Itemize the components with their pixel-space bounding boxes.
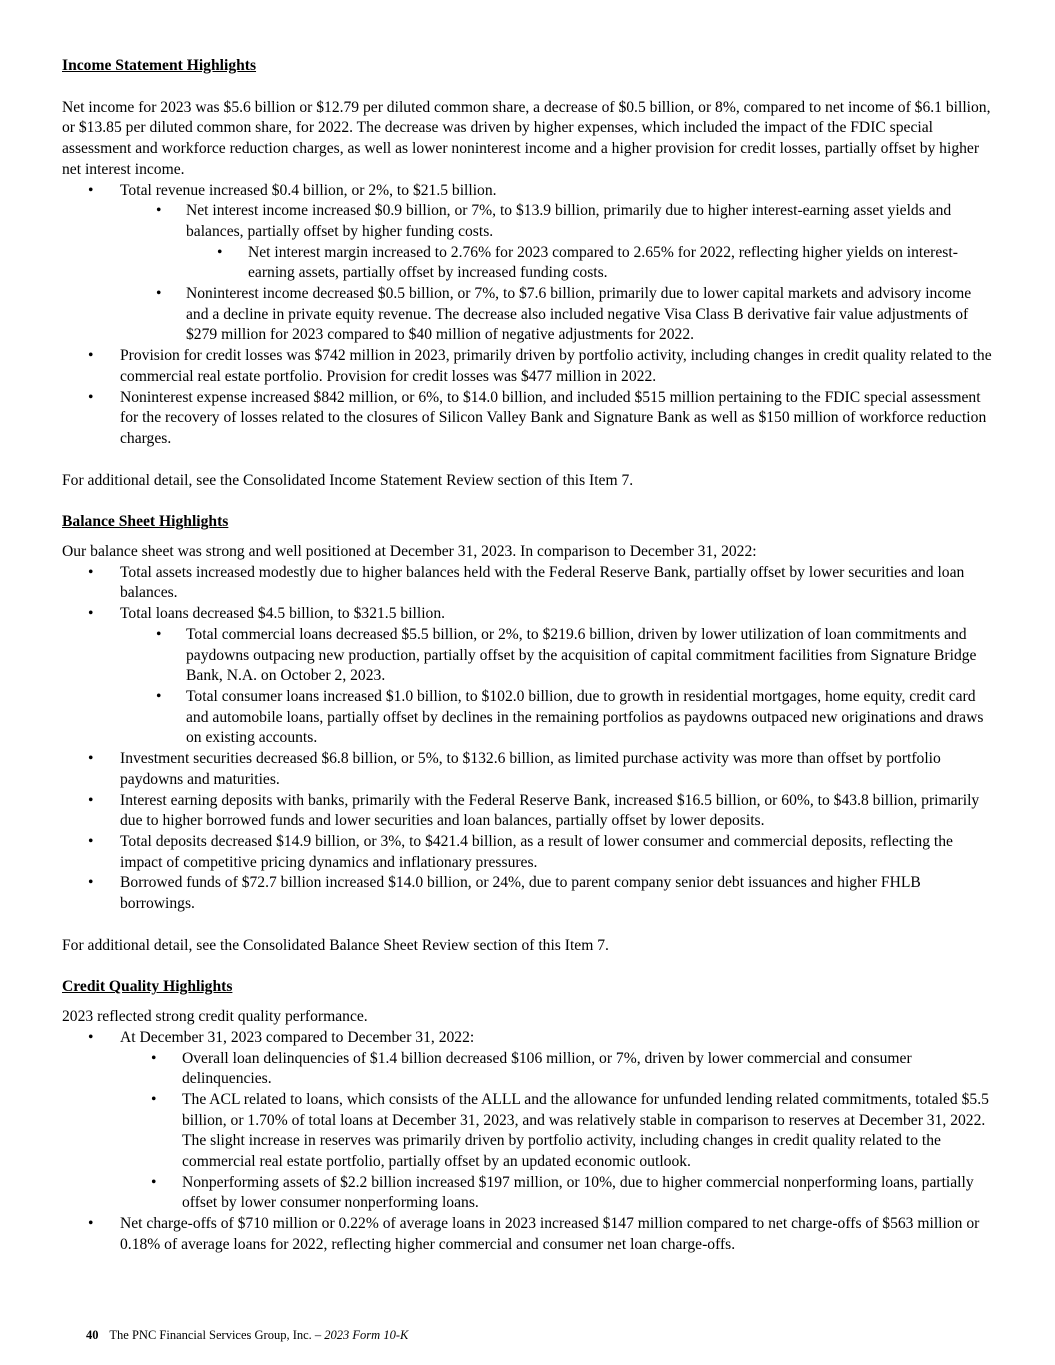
list-item	[62, 749, 997, 790]
income-nonii-text: Noninterest income decreased $0.5 billion, or 7%, to $7.6 billion, primarily due to lower capital markets and advisory income and a decline in private equity revenue. The decrease also included negative Visa Class B derivative fair value adjustments of $279 million for 2023 compared to $40 million of negative adjustments for 2022.	[186, 285, 972, 344]
bullet-icon: •	[88, 347, 94, 365]
income-subsub-list	[62, 243, 997, 284]
balance-bullet-list-2	[62, 749, 997, 915]
list-item	[62, 1090, 997, 1173]
bullet-icon: •	[156, 285, 162, 303]
balance-bullet-list	[62, 563, 997, 625]
list-item	[62, 243, 997, 284]
income-intro: Net income for 2023 was $5.6 billion or $12.79 per diluted common share, a decrease of $0.5 billion, or 8%, compared to net income of $6.1 billion, or $13.85 per diluted common share, for 2022. The decrease was driven by higher expenses, which included the impact of the FDIC special assessment and workforce reduction charges, as well as lower noninterest income and a higher provision for credit losses, partially offset by higher net interest income.	[62, 98, 991, 178]
bullet-icon: •	[88, 1028, 94, 1046]
bullet-icon: •	[217, 243, 223, 261]
bullet-icon: •	[88, 750, 94, 768]
balance-deposits-banks-text: Interest earning deposits with banks, primarily with the Federal Reserve Bank, increased $16.5 billion, or 60%, to $43.8 billion, primarily due to higher borrowed funds and lower securities and loan balances, partially offset by lower deposits.	[120, 791, 980, 830]
list-item	[62, 625, 997, 687]
list-item	[62, 1173, 997, 1214]
credit-nonperforming-text: Nonperforming assets of $2.2 billion increased $197 million, or 10%, due to higher commercial nonperforming loans, partially offset by lower consumer nonperforming loans.	[182, 1173, 974, 1212]
income-nii-text: Net interest income increased $0.9 billion, or 7%, to $13.9 billion, primarily due to higher interest-earning asset yields and balances, partially offset by higher funding costs.	[186, 202, 952, 240]
bullet-icon: •	[88, 388, 94, 406]
balance-intro: Our balance sheet was strong and well positioned at December 31, 2023. In comparison to December 31, 2022:	[62, 543, 757, 561]
list-item	[62, 1049, 997, 1090]
bullet-icon: •	[88, 563, 94, 581]
balance-sub-list	[62, 625, 997, 749]
credit-bullet-list	[62, 1028, 997, 1049]
page-number: 40	[86, 1328, 99, 1342]
list-item	[62, 201, 997, 242]
balance-borrowed-text: Borrowed funds of $72.7 billion increased $14.0 billion, or 24%, due to parent company senior debt issuances and higher FHLB borrowings.	[120, 874, 921, 913]
list-item	[62, 563, 997, 604]
bullet-icon: •	[88, 791, 94, 809]
credit-delinquencies-text: Overall loan delinquencies of $1.4 billion decreased $106 million, or 7%, driven by lower commercial and consumer delinquencies.	[182, 1049, 912, 1088]
credit-chargeoffs-text: Net charge-offs of $710 million or 0.22% of average loans in 2023 increased $147 million compared to net charge-offs of $563 million or 0.18% of average loans for 2022, reflecting higher commercial and consumer net loan charge-offs.	[120, 1215, 980, 1253]
credit-bullet-list-2	[62, 1214, 997, 1255]
list-item	[62, 181, 997, 202]
credit-intro: 2023 reflected strong credit quality performance.	[62, 1008, 368, 1026]
credit-comparison-text: At December 31, 2023 compared to December 31, 2022:	[120, 1028, 475, 1046]
bullet-icon: •	[88, 874, 94, 892]
balance-commercial-text: Total commercial loans decreased $5.5 billion, or 2%, to $219.6 billion, driven by lower utilization of loan commitments and paydowns outpacing new production, partially offset by the acquisition of capital commitment facilities from Signature Bridge Bank, N.A. on October 2, 2023.	[186, 625, 977, 685]
bullet-icon: •	[88, 832, 94, 850]
income-bullet-list	[62, 181, 997, 202]
balance-assets-text: Total assets increased modestly due to higher balances held with the Federal Reserve Bank, partially offset by lower securities and loan balances.	[120, 563, 965, 602]
list-item	[62, 388, 997, 450]
income-heading: Income Statement Highlights	[62, 57, 257, 74]
bullet-icon: •	[88, 181, 94, 199]
bullet-icon: •	[156, 202, 162, 220]
document-page	[62, 56, 997, 1256]
bullet-icon: •	[151, 1049, 157, 1067]
income-sub-list	[62, 201, 997, 242]
balance-total-deposits-text: Total deposits decreased $14.9 billion, or 3%, to $421.4 billion, as a result of lower consumer and commercial deposits, reflecting the impact of competitive pricing dynamics and inflationary pressures.	[120, 832, 953, 871]
balance-closing: For additional detail, see the Consolidated Balance Sheet Review section of this Item 7.	[62, 936, 609, 954]
list-item	[62, 832, 997, 873]
bullet-icon: •	[156, 625, 162, 643]
bullet-icon: •	[151, 1173, 157, 1191]
income-nim-text: Net interest margin increased to 2.76% for 2023 compared to 2.65% for 2022, reflecting higher yields on interest-earning assets, partially offset by increased funding costs.	[248, 243, 958, 282]
bullet-icon: •	[88, 605, 94, 623]
balance-consumer-text: Total consumer loans increased $1.0 billion, to $102.0 billion, due to growth in residential mortgages, home equity, credit card and automobile loans, partially offset by declines in the remaining portfolios as paydowns outpaced new originations and draws on existing accounts.	[186, 687, 984, 747]
bullet-icon: •	[156, 687, 162, 705]
balance-securities-text: Investment securities decreased $6.8 billion, or 5%, to $132.6 billion, as limited purchase activity was more than offset by portfolio paydowns and maturities.	[120, 750, 941, 788]
list-item	[62, 1028, 997, 1049]
list-item	[62, 687, 997, 749]
page-footer	[86, 1327, 408, 1343]
income-expense-text: Noninterest expense increased $842 million, or 6%, to $14.0 billion, and included $515 million pertaining to the FDIC special assessment for the recovery of losses related to the closures of Silicon Valley Bank and Signature Bank as well as $150 million of workforce reduction charges.	[120, 388, 987, 447]
credit-acl-text: The ACL related to loans, which consists of the ALLL and the allowance for unfunded lending related commitments, totaled $5.5 billion, or 1.70% of total loans at December 31, 2023, and was relatively stable in comparison to reserves at December 31, 2022. The slight increase in reserves was primarily driven by portfolio activity, including changes in credit quality related to the commercial real estate portfolio, partially offset by an updated economic outlook.	[182, 1090, 989, 1171]
list-item	[62, 604, 997, 625]
balance-heading: Balance Sheet Highlights	[62, 513, 229, 531]
bullet-icon: •	[151, 1090, 157, 1108]
footer-company: The PNC Financial Services Group, Inc. –	[109, 1328, 322, 1342]
footer-form: 2023 Form 10-K	[324, 1328, 409, 1342]
balance-loans-text: Total loans decreased $4.5 billion, to $321.5 billion.	[120, 605, 446, 623]
list-item	[62, 791, 997, 832]
bullet-icon: •	[88, 1215, 94, 1233]
credit-sub-list	[62, 1049, 997, 1215]
income-closing: For additional detail, see the Consolidated Income Statement Review section of this Item 7.	[62, 471, 634, 489]
credit-heading: Credit Quality Highlights	[62, 978, 233, 996]
list-item	[62, 873, 997, 914]
list-item	[62, 1214, 997, 1255]
list-item	[62, 284, 997, 346]
list-item	[62, 346, 997, 387]
income-revenue-text: Total revenue increased $0.4 billion, or 2%, to $21.5 billion.	[120, 181, 497, 199]
income-bullet-list-2	[62, 346, 997, 450]
income-sub-list-2	[62, 284, 997, 346]
income-provision-text: Provision for credit losses was $742 million in 2023, primarily driven by portfolio activity, including changes in credit quality related to the commercial real estate portfolio. Provision for credit losses was $477 million in 2022.	[120, 347, 992, 385]
